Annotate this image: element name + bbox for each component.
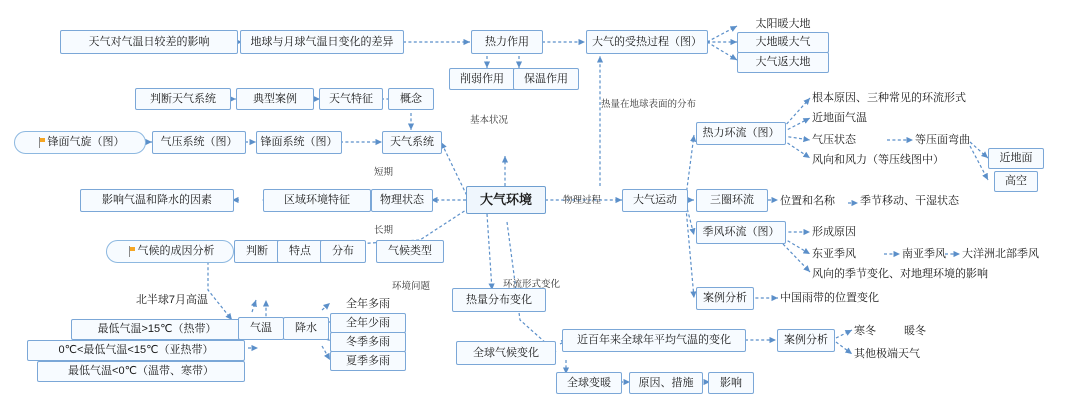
node-summer-rain[interactable]: 夏季多雨	[330, 351, 406, 371]
node-frontal-system[interactable]: 锋面系统（图）	[256, 131, 342, 154]
node-east-asian-monsoon[interactable]: 东亚季风	[812, 247, 856, 260]
node-root-cause-circulation[interactable]: 根本原因、三种常见的环流形式	[812, 91, 966, 104]
edge-label-basic-condition: 基本状况	[470, 115, 509, 126]
node-wind-direction-force[interactable]: 风向和风力（等压线图中）	[812, 153, 944, 166]
node-formation-cause[interactable]: 形成原因	[812, 225, 856, 238]
edge-label-physical-process: 物理过程	[563, 195, 602, 206]
node-center-atmospheric-environment[interactable]: 大气环境	[466, 186, 546, 214]
node-monsoon-circulation[interactable]: 季风环流（图）	[696, 221, 786, 244]
node-case-analysis-climate[interactable]: 案例分析	[777, 329, 835, 352]
node-surface-temperature[interactable]: 近地面气温	[812, 111, 867, 124]
node-other-extreme-weather[interactable]: 其他极端天气	[854, 347, 920, 360]
node-warm-winter[interactable]: 暖冬	[904, 324, 926, 337]
node-judge[interactable]: 判断	[234, 240, 280, 263]
node-pressure-system[interactable]: 气压系统（图）	[152, 131, 246, 154]
node-atmospheric-motion[interactable]: 大气运动	[622, 189, 688, 212]
node-seasonal-wind-change-impact[interactable]: 风向的季节变化、对地理环境的影响	[812, 267, 988, 280]
node-winter-rain[interactable]: 冬季多雨	[330, 332, 406, 352]
node-year-round-rain[interactable]: 全年多雨	[346, 297, 390, 310]
node-temperature[interactable]: 气温	[238, 317, 284, 340]
node-climate-cause-analysis[interactable]: 气候的成因分析	[106, 240, 234, 263]
node-three-cell-circulation[interactable]: 三圈环流	[696, 189, 768, 212]
node-physical-state[interactable]: 物理状态	[371, 189, 433, 212]
node-earth-warms-air[interactable]: 大地暖大气	[737, 32, 829, 53]
node-near-surface[interactable]: 近地面	[988, 148, 1044, 169]
edge-label-heat-distribution: 热量在地球表面的分布	[601, 99, 697, 110]
node-isobaric-surface-bend[interactable]: 等压面弯曲	[915, 133, 970, 146]
node-air-returns-earth[interactable]: 大气返大地	[737, 52, 829, 73]
node-pressure-state[interactable]: 气压状态	[812, 133, 856, 146]
node-weather-system[interactable]: 天气系统	[382, 131, 442, 154]
node-subtropical-temp[interactable]: 0℃<最低气温<15℃（亚热带）	[27, 340, 245, 361]
node-temperate-cold-temp[interactable]: 最低气温<0℃（温带、寒带）	[37, 361, 245, 382]
node-impacts[interactable]: 影响	[708, 372, 754, 394]
node-global-warming[interactable]: 全球变暖	[556, 372, 622, 394]
node-thermal-circulation[interactable]: 热力环流（图）	[696, 122, 786, 145]
node-judge-weather-system[interactable]: 判断天气系统	[135, 88, 231, 110]
edge-label-environment-problem: 环境问题	[392, 281, 431, 292]
flag-icon	[36, 137, 45, 148]
node-distribution[interactable]: 分布	[320, 240, 366, 263]
node-temp-precip-factors[interactable]: 影响气温和降水的因素	[80, 189, 234, 212]
node-frontal-cyclone[interactable]: 锋面气旋（图）	[14, 131, 146, 154]
node-weather-daily-range[interactable]: 天气对气温日较差的影响	[60, 30, 238, 54]
flag-icon	[126, 246, 135, 257]
node-climate-types[interactable]: 气候类型	[376, 240, 444, 263]
node-position-and-name[interactable]: 位置和名称	[780, 194, 835, 207]
node-oceania-north-monsoon[interactable]: 大洋洲北部季风	[962, 247, 1039, 260]
node-upper-air[interactable]: 高空	[994, 171, 1038, 192]
node-seasonal-shift-humidity[interactable]: 季节移动、干湿状态	[860, 194, 959, 207]
node-weakening-effect[interactable]: 削弱作用	[449, 68, 515, 90]
node-tropical-temp[interactable]: 最低气温>15℃（热带）	[71, 319, 243, 340]
node-characteristics[interactable]: 特点	[277, 240, 323, 263]
node-global-climate-change[interactable]: 全球气候变化	[456, 341, 556, 365]
node-china-rainbelt-change[interactable]: 中国雨带的位置变化	[780, 291, 879, 304]
node-heating-process[interactable]: 大气的受热过程（图）	[586, 30, 708, 54]
node-weather-features[interactable]: 天气特征	[319, 88, 383, 110]
node-precipitation[interactable]: 降水	[283, 317, 329, 340]
edge-label-circulation-change: 环流形式变化	[503, 279, 561, 290]
node-year-round-dry[interactable]: 全年少雨	[330, 313, 406, 333]
node-case-analysis-monsoon[interactable]: 案例分析	[696, 287, 754, 310]
node-earth-moon-diff[interactable]: 地球与月球气温日变化的差异	[240, 30, 404, 54]
node-greenhouse-effect[interactable]: 保温作用	[513, 68, 579, 90]
node-concept[interactable]: 概念	[388, 88, 434, 110]
node-south-asian-monsoon[interactable]: 南亚季风	[902, 247, 946, 260]
edge-label-long-term: 长期	[374, 225, 394, 236]
node-regional-features[interactable]: 区域环境特征	[263, 189, 371, 212]
node-cold-winter[interactable]: 寒冬	[854, 324, 876, 337]
node-typical-case[interactable]: 典型案例	[236, 88, 314, 110]
node-century-mean-temp-change[interactable]: 近百年来全球年平均气温的变化	[562, 329, 746, 352]
node-sun-warms-earth[interactable]: 太阳暖大地	[755, 17, 811, 30]
node-thermal-effect[interactable]: 热力作用	[471, 30, 543, 54]
node-heat-distribution-change[interactable]: 热量分布变化	[452, 288, 546, 312]
node-causes-measures[interactable]: 原因、措施	[629, 372, 703, 394]
node-july-high-temp[interactable]: 北半球7月高温	[135, 293, 209, 306]
edge-label-short-term: 短期	[374, 167, 394, 178]
